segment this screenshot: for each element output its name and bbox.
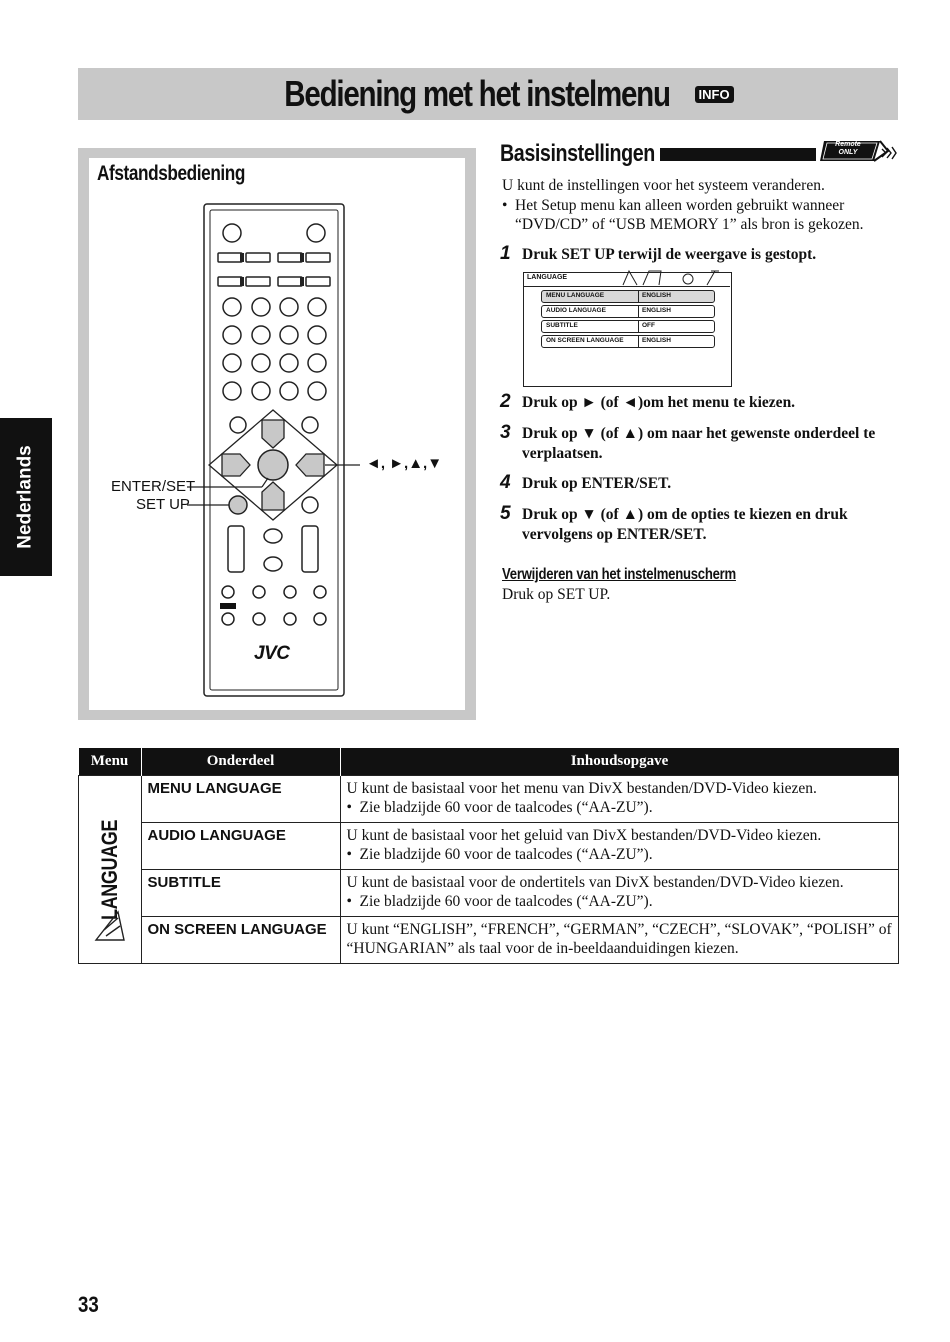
remote-panel-title: Afstandsbediening (97, 162, 246, 185)
header-inhoudsopgave: Inhoudsopgave (340, 748, 899, 776)
language-menu-icon (92, 908, 128, 944)
standby-button (307, 224, 325, 242)
item-cell: ON SCREEN LANGUAGE (141, 917, 340, 964)
desc-cell: U kunt de basistaal voor het menu van DivX bestanden/DVD-Video kiezen. • Zie bladzijde 60 voor de taalcodes (“AA-ZU”). (340, 776, 899, 823)
set-up-button (229, 496, 247, 514)
left-arrow-icon (222, 454, 250, 476)
side-tab-label-wrap (0, 418, 52, 576)
basis-intro (502, 176, 902, 235)
setup-row-subtitle[interactable]: SUBTITLE OFF (541, 320, 715, 333)
power-button (223, 224, 241, 242)
other-tab-icon (707, 271, 719, 285)
return-button (302, 497, 318, 513)
intro-text: U kunt de instellingen voor het systeem veranderen. (502, 177, 825, 194)
page-number: 33 (78, 1292, 99, 1317)
top-right-nav-button (302, 417, 318, 433)
jvc-logo: JVC (254, 643, 290, 664)
audio-tab-icon (683, 274, 693, 284)
step-3: 3 Druk op ▼ (of ▲) om naar het gewenste onderdeel te verplaatsen. (500, 422, 876, 462)
page-title: Bediening met het instelmenu (284, 73, 671, 114)
step-1: 1 Druk SET UP terwijl de weergave is gestopt. (500, 243, 817, 264)
remote-only-text: Remote ONLY (835, 141, 861, 156)
desc-cell: U kunt “ENGLISH”, “FRENCH”, “GERMAN”, “CZECH”, “SLOVAK”, “POLISH” of “HUNGARIAN” als taal voor de in-beeldaanduidingen kiezen. (340, 917, 899, 964)
table-row (79, 870, 899, 917)
desc-note: • Zie bladzijde 60 voor de taalcodes (“AA-ZU”). (347, 845, 893, 864)
page-title-row (78, 68, 898, 120)
source-buttons (218, 253, 330, 286)
info-badge: INFO (695, 86, 734, 103)
setup-screen-tab-label: LANGUAGE (527, 274, 568, 281)
basis-title-bar (660, 148, 816, 161)
display-button (264, 557, 282, 571)
desc-note: • Zie bladzijde 60 voor de taalcodes (“AA-ZU”). (347, 892, 893, 911)
picture-tab-icon (643, 271, 661, 285)
item-cell: MENU LANGUAGE (141, 776, 340, 823)
down-arrow-icon (262, 482, 284, 510)
item-cell: AUDIO LANGUAGE (141, 823, 340, 870)
channel-rocker (302, 526, 318, 572)
table-row (79, 823, 899, 870)
header-onderdeel: Onderdeel (141, 748, 340, 776)
item-cell: SUBTITLE (141, 870, 340, 917)
step-5: 5 Druk op ▼ (of ▲) om de opties te kiezen en druk vervolgens op ENTER/SET. (500, 503, 848, 543)
remove-body: Druk op SET UP. (502, 586, 611, 603)
desc-note: • Zie bladzijde 60 voor de taalcodes (“AA-ZU”). (347, 798, 893, 817)
desc-cell: U kunt de basistaal voor de ondertitels van DivX bestanden/DVD-Video kiezen. • Zie bladzijde 60 voor de taalcodes (“AA-ZU”). (340, 870, 899, 917)
enter-set-label: ENTER/SET (111, 478, 196, 495)
up-arrow-icon (262, 420, 284, 448)
side-tab-label: Nederlands (15, 445, 37, 549)
set-up-label: SET UP (136, 496, 190, 513)
header-menu: Menu (79, 748, 142, 776)
arrows-label: ◄, ►,▲,▼ (366, 455, 443, 472)
setup-row-audio-language[interactable]: AUDIO LANGUAGE ENGLISH (541, 305, 715, 318)
setup-row-menu-language[interactable]: MENU LANGUAGE ENGLISH (541, 290, 715, 303)
mute-button (264, 529, 282, 543)
step-4: 4 Druk op ENTER/SET. (500, 472, 672, 493)
volume-rocker (228, 526, 244, 572)
language-menu-label: LANGUAGE (97, 820, 123, 920)
step-2: 2 Druk op ► (of ◄)om het menu te kiezen. (500, 391, 796, 412)
top-left-nav-button (230, 417, 246, 433)
table-row (79, 776, 899, 823)
remote-illustration (89, 158, 465, 710)
table-header-row (79, 748, 899, 776)
table-row (79, 917, 899, 964)
setup-row-on-screen-language[interactable]: ON SCREEN LANGUAGE ENGLISH (541, 335, 715, 348)
settings-table (78, 748, 899, 964)
remove-heading: Verwijderen van het instelmenuscherm (502, 566, 736, 583)
intro-bullet: • Het Setup menu kan alleen worden gebruikt wanneer “DVD/CD” of “USB MEMORY 1” als bron is gekozen. (502, 196, 902, 235)
right-arrow-icon (296, 454, 324, 476)
enter-set-button (258, 450, 288, 480)
number-keypad (223, 298, 326, 400)
language-tab-icon (623, 271, 637, 285)
basis-title: Basisinstellingen (500, 140, 655, 167)
setup-screen-tab-icons (615, 267, 725, 287)
desc-cell: U kunt de basistaal voor het geluid van DivX bestanden/DVD-Video kiezen. • Zie bladzijde 60 voor de taalcodes (“AA-ZU”). (340, 823, 899, 870)
